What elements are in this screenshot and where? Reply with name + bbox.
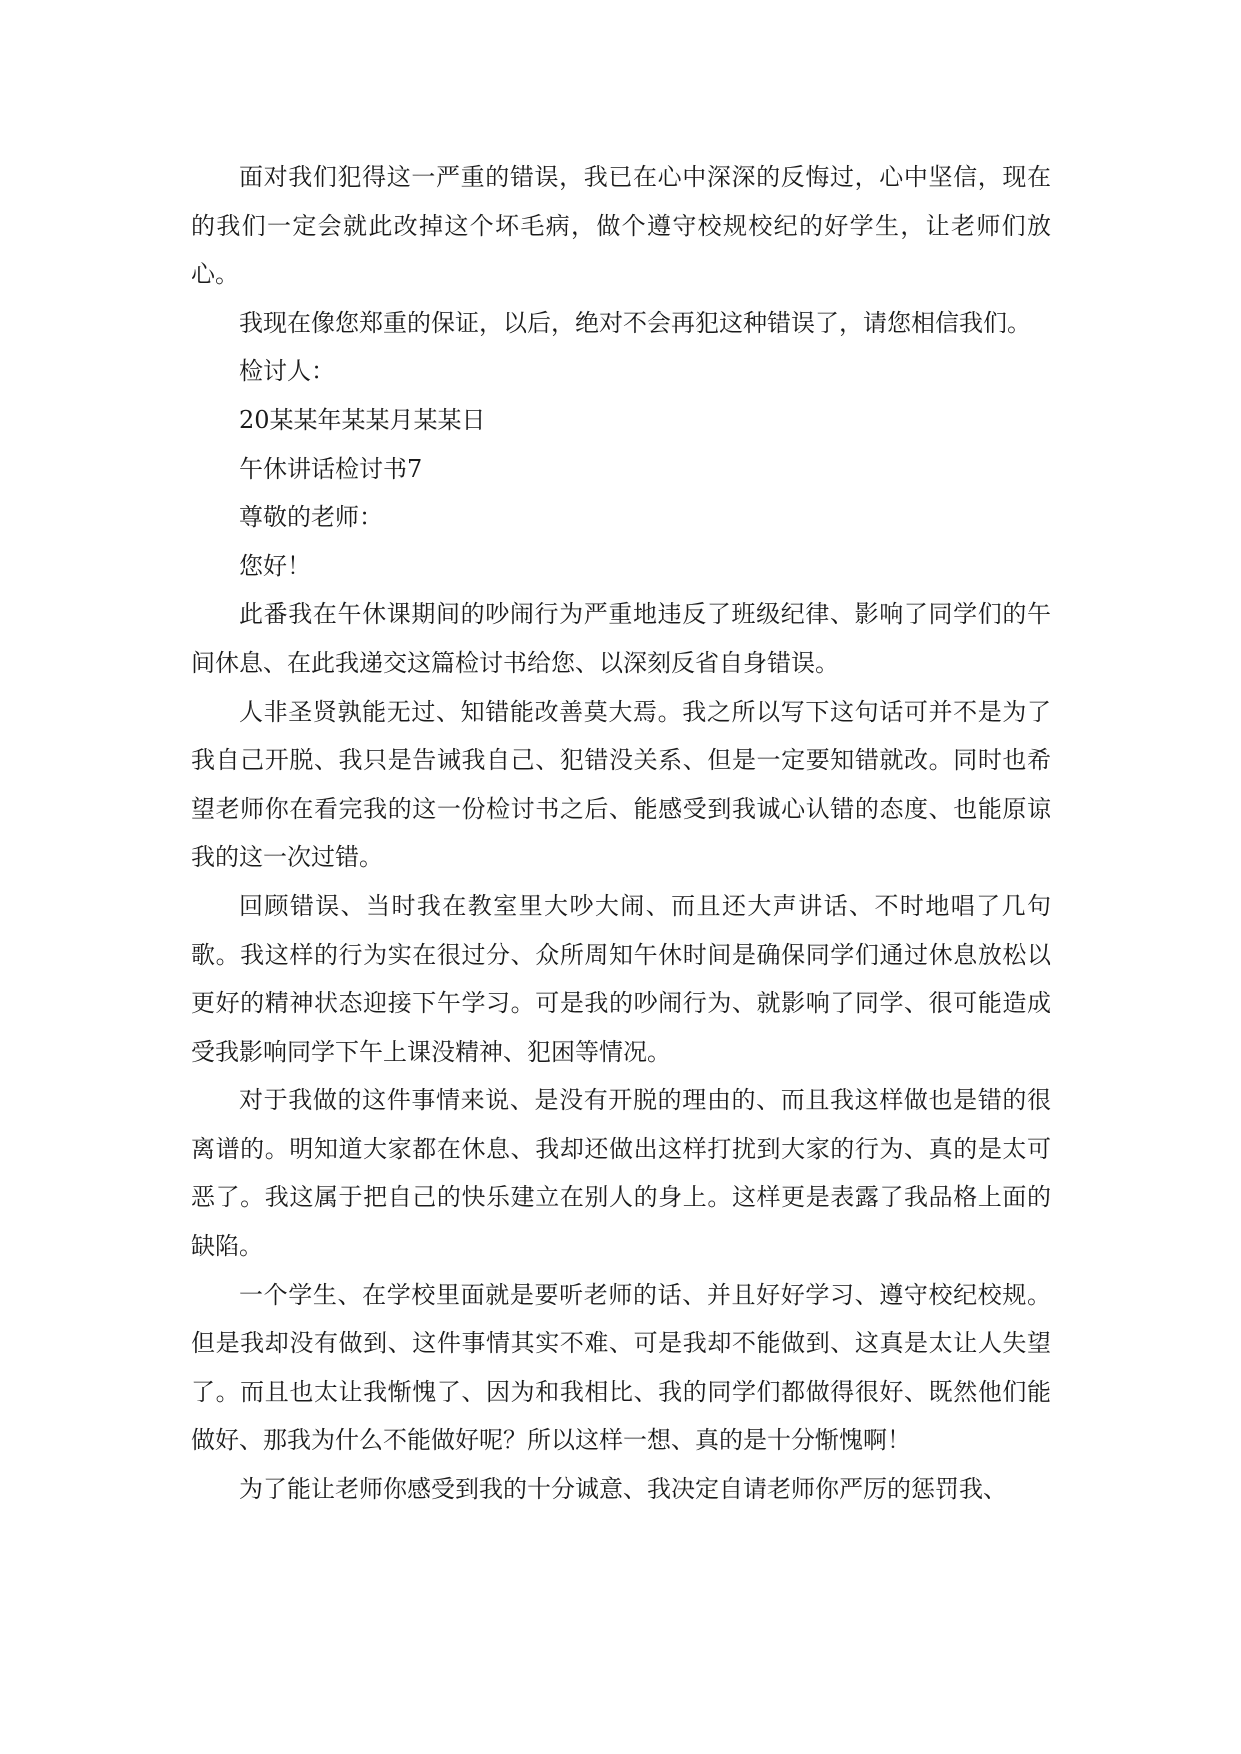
paragraph-punishment: 为了能让老师你感受到我的十分诚意、我决定自请老师你严厉的惩罚我、 bbox=[239, 1475, 1007, 1504]
salutation: 尊敬的老师： bbox=[239, 503, 383, 532]
paragraph-proverb: 人非圣贤孰能无过、知错能改善莫大焉。我之所以写下这句话可并不是为了我自己开脱、我只是告诫我自己、犯错没关系、但是一定要知错就改。同时也希望老师你在看完我的这一份检讨书之后、能感受到我诚心认错的态度、也能原谅我的这一次过错。 bbox=[191, 697, 1051, 872]
paragraph-remorse: 面对我们犯得这一严重的错误，我已在心中深深的反悔过，心中坚信，现在的我们一定会就此改掉这个坏毛病，做个遵守校规校纪的好学生，让老师们放心。 bbox=[191, 163, 1051, 289]
signature-label: 检讨人： bbox=[239, 357, 335, 386]
paragraph-promise: 我现在像您郑重的保证，以后，绝对不会再犯这种错误了，请您相信我们。 bbox=[239, 308, 1031, 337]
paragraph-no-excuse: 对于我做的这件事情来说、是没有开脱的理由的、而且我这样做也是错的很离谱的。明知道大家都在休息、我却还做出这样打扰到大家的行为、真的是太可恶了。我这属于把自己的快乐建立在别人的身上。这样更是表露了我品格上面的缺陷。 bbox=[191, 1086, 1051, 1261]
signature-date: 20某某年某某月某某日 bbox=[239, 405, 486, 434]
paragraph-intro: 此番我在午休课期间的吵闹行为严重地违反了班级纪律、影响了同学们的午间休息、在此我递交这篇检讨书给您、以深刻反省自身错误。 bbox=[191, 600, 1051, 677]
section-title: 午休讲话检讨书7 bbox=[239, 454, 423, 483]
greeting: 您好！ bbox=[239, 551, 311, 580]
paragraph-student-duty: 一个学生、在学校里面就是要听老师的话、并且好好学习、遵守校纪校规。但是我却没有做到、这件事情其实不难、可是我却不能做到、这真是太让人失望了。而且也太让我惭愧了、因为和我相比、我的同学们都做得很好、既然他们能做好、那我为什么不能做好呢？所以这样一想、真的是十分惭愧啊！ bbox=[191, 1280, 1051, 1455]
document-body bbox=[191, 153, 1051, 1514]
paragraph-review: 回顾错误、当时我在教室里大吵大闹、而且还大声讲话、不时地唱了几句歌。我这样的行为实在很过分、众所周知午休时间是确保同学们通过休息放松以更好的精神状态迎接下午学习。可是我的吵闹行为、就影响了同学、很可能造成受我影响同学下午上课没精神、犯困等情况。 bbox=[191, 891, 1051, 1066]
